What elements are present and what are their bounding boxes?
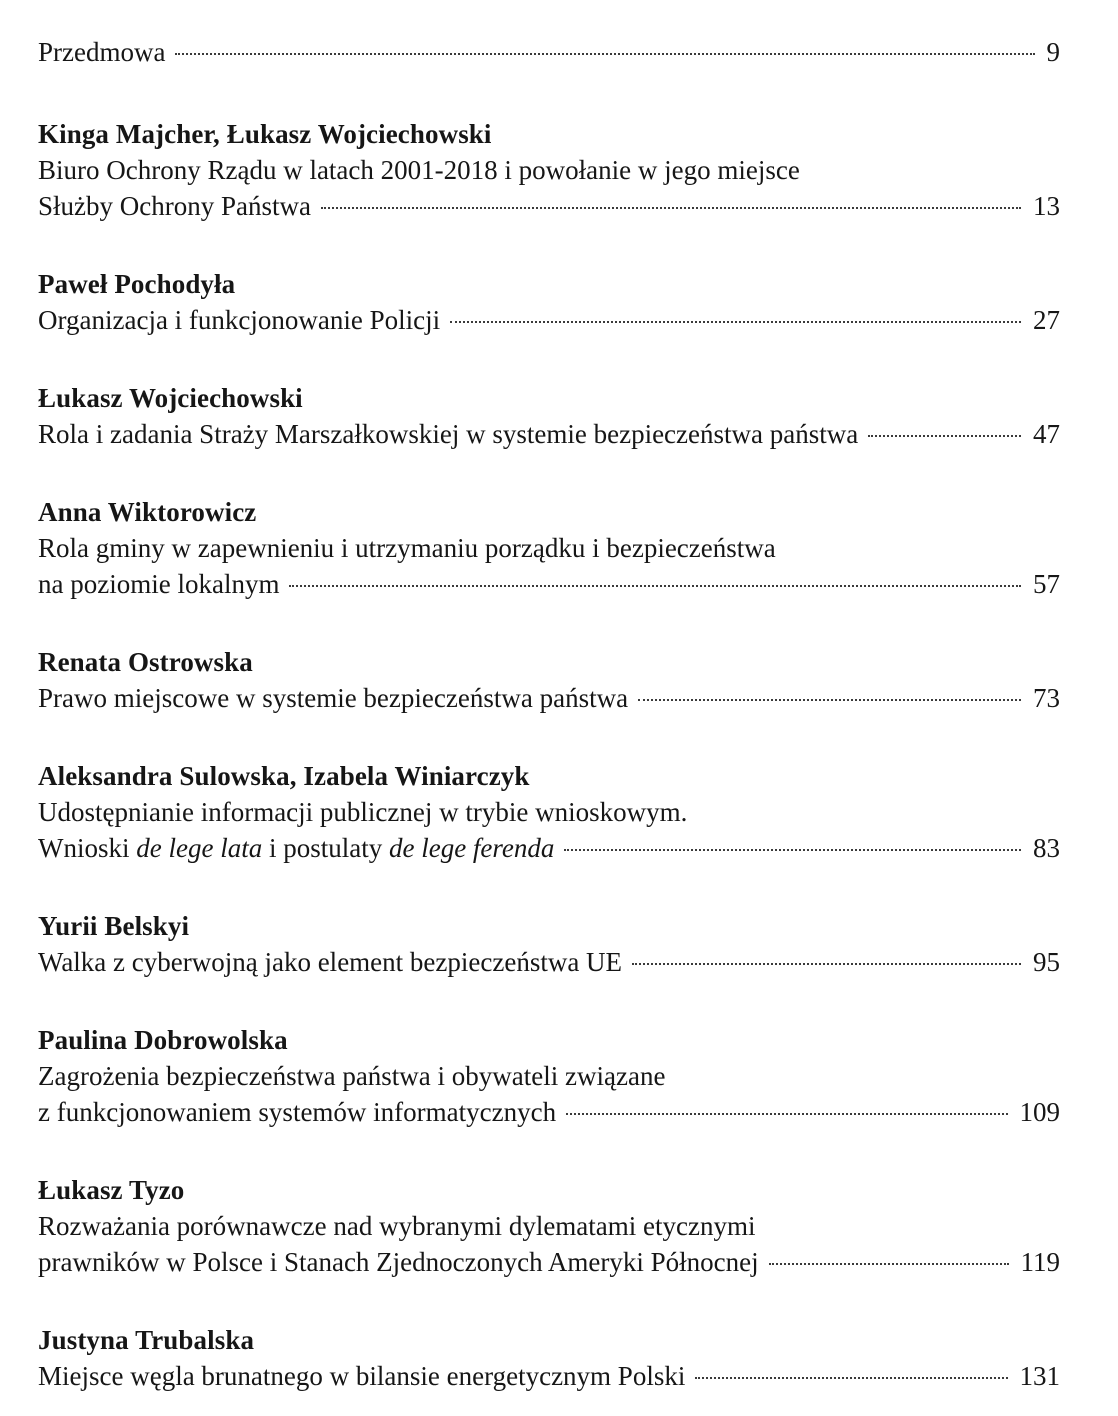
- page-number: 47: [1033, 419, 1060, 449]
- toc-entry-preface: [38, 34, 1060, 70]
- entry-authors: Kinga Majcher, Łukasz Wojciechowski: [38, 119, 492, 149]
- entry-authors: Justyna Trubalska: [38, 1325, 255, 1355]
- dot-leader: [868, 435, 1021, 437]
- toc-line: [38, 1358, 1060, 1394]
- page-number: 95: [1033, 947, 1060, 977]
- page-number: 9: [1046, 37, 1060, 67]
- toc-entry: [38, 908, 1060, 980]
- dot-leader: [632, 963, 1021, 965]
- entry-title: z funkcjonowaniem systemów informatycznych: [38, 1097, 557, 1127]
- toc-line: [38, 566, 1060, 602]
- toc-line: [38, 944, 1060, 980]
- entry-title-line: Rozważania porównawcze nad wybranymi dylematami etycznymi: [38, 1211, 756, 1241]
- entry-title: Miejsce węgla brunatnego w bilansie energetycznym Polski: [38, 1361, 686, 1391]
- toc-entry: [38, 266, 1060, 338]
- dot-leader: [769, 1263, 1009, 1265]
- toc-entry: [38, 116, 1060, 224]
- entry-authors: Aleksandra Sulowska, Izabela Winiarczyk: [38, 761, 530, 791]
- entry-authors: Łukasz Tyzo: [38, 1175, 185, 1205]
- toc-entry: [38, 644, 1060, 716]
- entry-title-line: Rola gminy w zapewnieniu i utrzymaniu porządku i bezpieczeństwa: [38, 533, 776, 563]
- toc-entry: [38, 758, 1060, 866]
- entry-title: Walka z cyberwojną jako element bezpieczeństwa UE: [38, 947, 623, 977]
- entry-authors: Anna Wiktorowicz: [38, 497, 257, 527]
- toc-line: [38, 302, 1060, 338]
- entry-title: Prawo miejscowe w systemie bezpieczeństwa państwa: [38, 683, 629, 713]
- dot-leader: [564, 849, 1021, 851]
- dot-leader: [321, 207, 1021, 209]
- page-number: 27: [1033, 305, 1060, 335]
- page-number: 131: [1019, 1361, 1060, 1391]
- entry-authors: Renata Ostrowska: [38, 647, 253, 677]
- entry-title: [38, 830, 554, 866]
- toc-line: [38, 416, 1060, 452]
- entry-title: prawników w Polsce i Stanach Zjednoczonych Ameryki Północnej: [38, 1247, 759, 1277]
- title-part: Wnioski: [38, 833, 137, 863]
- entry-title: Przedmowa: [38, 37, 166, 67]
- toc-line: [38, 1094, 1060, 1130]
- toc-line: [38, 830, 1060, 866]
- toc-entry: [38, 380, 1060, 452]
- dot-leader: [566, 1113, 1007, 1115]
- entry-authors: Łukasz Wojciechowski: [38, 383, 303, 413]
- entry-title-line: Udostępnianie informacji publicznej w trybie wnioskowym.: [38, 797, 688, 827]
- entry-title-line: Zagrożenia bezpieczeństwa państwa i obywateli związane: [38, 1061, 666, 1091]
- title-part-italic: de lege ferenda: [388, 833, 555, 863]
- title-part: i postulaty: [262, 833, 389, 863]
- page-number: 109: [1019, 1097, 1060, 1127]
- page-number: 83: [1033, 833, 1060, 863]
- dot-leader: [638, 699, 1021, 701]
- page-number: 57: [1033, 569, 1060, 599]
- entry-authors: Paulina Dobrowolska: [38, 1025, 288, 1055]
- entry-title: Służby Ochrony Państwa: [38, 191, 311, 221]
- toc-entry: [38, 1022, 1060, 1130]
- entry-title: Rola i zadania Straży Marszałkowskiej w systemie bezpieczeństwa państwa: [38, 419, 859, 449]
- dot-leader: [289, 585, 1021, 587]
- toc-line: [38, 34, 1060, 70]
- entry-title: na poziomie lokalnym: [38, 569, 280, 599]
- page-number: 119: [1020, 1247, 1060, 1277]
- entry-authors: Paweł Pochodyła: [38, 269, 236, 299]
- page-number: 73: [1033, 683, 1060, 713]
- toc-entry: [38, 494, 1060, 602]
- toc-line: [38, 188, 1060, 224]
- dot-leader: [175, 53, 1034, 55]
- entry-authors: Yurii Belskyi: [38, 911, 190, 941]
- toc-entry: [38, 1322, 1060, 1394]
- toc-entry: [38, 1172, 1060, 1280]
- dot-leader: [695, 1377, 1007, 1379]
- page-number: 13: [1033, 191, 1060, 221]
- toc-line: [38, 1244, 1060, 1280]
- toc-line: [38, 680, 1060, 716]
- entry-title-line: Biuro Ochrony Rządu w latach 2001-2018 i powołanie w jego miejsce: [38, 155, 800, 185]
- dot-leader: [450, 321, 1021, 323]
- entry-title: Organizacja i funkcjonowanie Policji: [38, 305, 441, 335]
- title-part-italic: de lege lata: [136, 833, 263, 863]
